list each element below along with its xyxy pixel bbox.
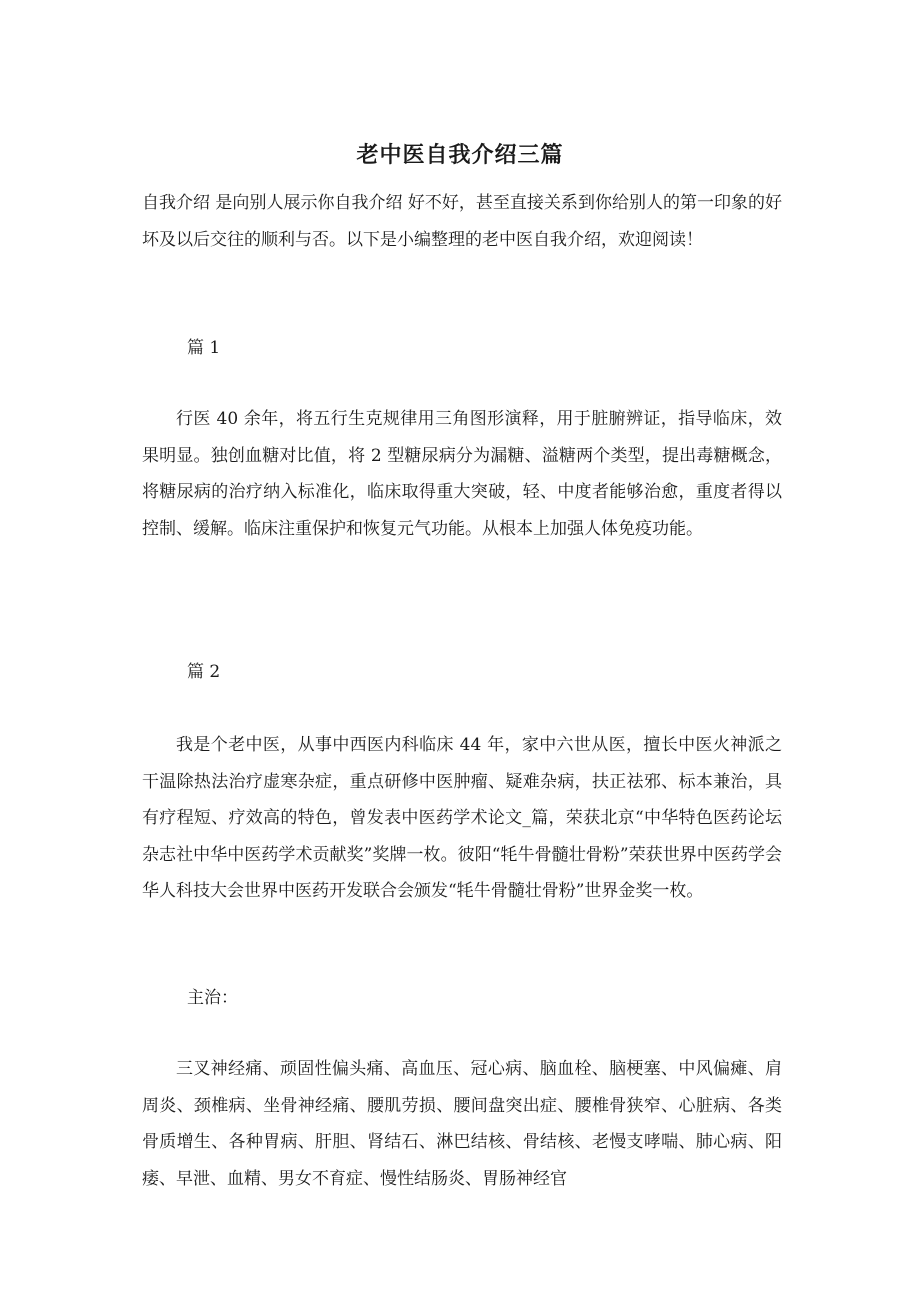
- section-1-body: 行医 40 余年，将五行生克规律用三角图形演释，用于脏腑辨证，指导临床，效果明显。独创血糖对比值，将 2 型糖尿病分为漏糖、溢糖两个类型，提出毒糖概念，将糖尿病的治疗纳入标准化，临床取得重大突破，轻、中度者能够治愈，重度者得以控制、缓解。临床注重保护和恢复元气功能。从根本上加强人体免疫功能。: [142, 409, 782, 539]
- section-1-heading: 篇 1: [187, 338, 221, 358]
- section-2-body: 我是个老中医，从事中西医内科临床 44 年，家中六世从医，擅长中医火神派之干温除热法治疗虚寒杂症，重点研修中医肿瘤、疑难杂病，扶正祛邪、标本兼治，具有疗程短、疗效高的特色，曾发表中医药学术论文_篇，荣获北京“中华特色医药论坛杂志社中华中医药学术贡献奖”奖牌一枚。彼阳“牦牛骨髓壮骨粉”荣获世界中医药学会华人科技大会世界中医药开发联合会颁发“牦牛骨髓壮骨粉”世界金奖一枚。: [142, 735, 782, 901]
- treatments-list: 三叉神经痛、顽固性偏头痛、高血压、冠心病、脑血栓、脑梗塞、中风偏瘫、肩周炎、颈椎病、坐骨神经痛、腰肌劳损、腰间盘突出症、腰椎骨狭窄、心脏病、各类骨质增生、各种胃病、肝胆、肾结石、淋巴结核、骨结核、老慢支哮喘、肺心病、阳痿、早泄、血精、男女不育症、慢性结肠炎、胃肠神经官: [142, 1059, 782, 1189]
- treatments-heading: 主治：: [187, 988, 238, 1008]
- section-2-heading: 篇 2: [187, 662, 221, 682]
- document-title: 老中医自我介绍三篇: [356, 142, 564, 168]
- intro-paragraph: 自我介绍 是向别人展示你自我介绍 好不好，甚至直接关系到你给别人的第一印象的好坏及以后交往的顺利与否。以下是小编整理的老中医自我介绍，欢迎阅读！: [142, 193, 782, 250]
